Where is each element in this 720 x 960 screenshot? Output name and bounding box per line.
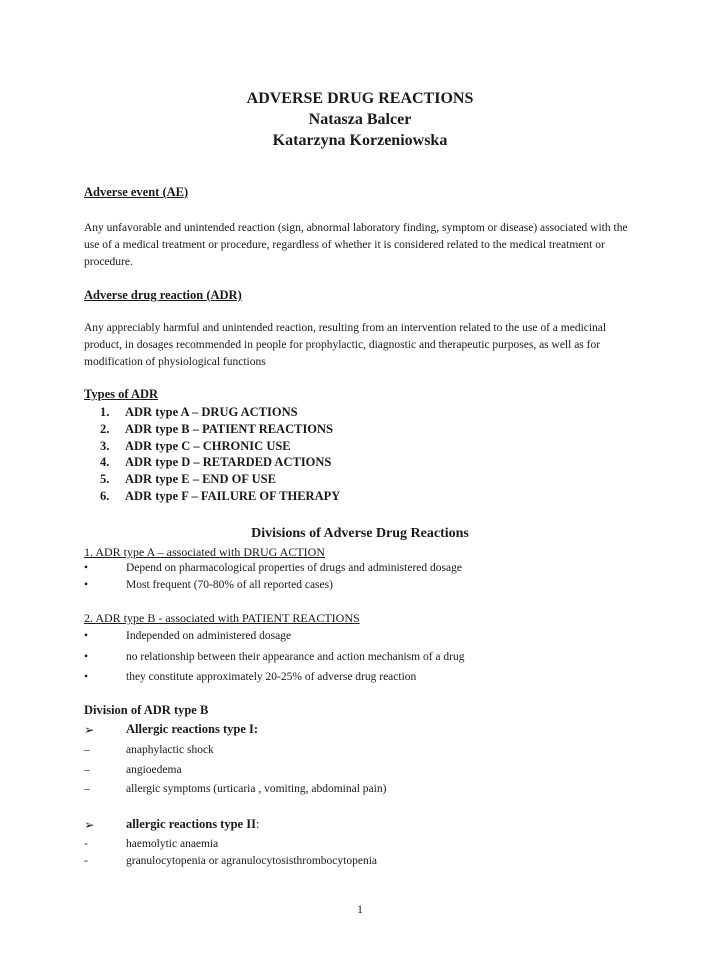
list-item: – angioedema xyxy=(84,764,182,776)
list-item: 1. ADR type A – DRUG ACTIONS xyxy=(100,405,298,419)
list-item: • they constitute approximately 20-25% of adverse drug reaction xyxy=(84,671,417,683)
list-item: - haemolytic anaemia xyxy=(84,838,219,850)
list-item: 3. ADR type C – CHRONIC USE xyxy=(100,438,291,453)
page-number: 1 xyxy=(357,902,363,916)
author-line: Katarzyna Korzeniowska xyxy=(272,132,448,149)
dash-icon: – xyxy=(84,783,90,795)
bullet-icon: • xyxy=(84,630,89,642)
bullet-icon: • xyxy=(84,562,89,574)
list-item: • Independed on administered dosage xyxy=(84,630,292,642)
arrow-icon: ➢ xyxy=(84,723,95,737)
title-line: ADVERSE DRUG REACTIONS xyxy=(246,90,474,107)
bullet-icon: • xyxy=(84,651,89,663)
adr-paragraph: Any appreciably harmful and unintended reaction, resulting from an intervention related to the use of a medicinal product, in dosages recommended in people for prophylactic, diagnostic and therapeutic purposes, as well as for modification of physiological functions xyxy=(84,322,607,368)
types-heading: Types of ADR xyxy=(84,387,159,401)
division-b-heading: Division of ADR type B xyxy=(84,703,209,717)
document-title xyxy=(0,88,720,151)
list-item: • Most frequent (70-80% of all reported cases) xyxy=(84,579,333,591)
arrow-icon: ➢ xyxy=(84,818,95,832)
type-b-heading: 2. ADR type B - associated with PATIENT REACTIONS xyxy=(84,611,360,625)
list-item: • no relationship between their appearance and action mechanism of a drug xyxy=(84,651,465,663)
dash-icon: – xyxy=(84,764,90,776)
divisions-heading: Divisions of Adverse Drug Reactions xyxy=(251,526,469,541)
dash-icon: – xyxy=(84,744,90,756)
list-item: – anaphylactic shock xyxy=(84,744,214,756)
list-item: - granulocytopenia or agranulocytosisthrombocytopenia xyxy=(84,855,378,867)
bullet-icon: • xyxy=(84,579,89,591)
types-list xyxy=(100,404,340,505)
list-item: ➢ Allergic reactions type I: xyxy=(84,722,259,737)
list-item: – allergic symptoms (urticaria , vomiting, abdominal pain) xyxy=(84,783,387,795)
list-item: • Depend on pharmacological properties of drugs and administered dosage xyxy=(84,562,462,574)
list-item: 5. ADR type E – END OF USE xyxy=(100,472,276,487)
bullet-icon: • xyxy=(84,671,89,683)
adr-heading: Adverse drug reaction (ADR) xyxy=(84,288,242,302)
dash-icon: - xyxy=(84,855,88,867)
list-item: 4. ADR type D – RETARDED ACTIONS xyxy=(100,455,332,470)
type-a-heading: 1. ADR type A – associated with DRUG ACTION xyxy=(84,545,325,559)
ae-paragraph: Any unfavorable and unintended reaction (sign, abnormal laboratory finding, symptom or disease) associated with the use of a medical treatment or procedure, regardless of whether it is considered related to the medical treatment or procedure. xyxy=(84,222,628,268)
ae-heading: Adverse event (AE) xyxy=(84,185,189,199)
dash-icon: - xyxy=(84,838,88,850)
author-line: Natasza Balcer xyxy=(308,111,412,128)
list-item: 6. ADR type F – FAILURE OF THERAPY xyxy=(100,488,341,503)
list-item: ➢ allergic reactions type II: xyxy=(84,817,260,832)
list-item: 2. ADR type B – PATIENT REACTIONS xyxy=(100,421,334,436)
